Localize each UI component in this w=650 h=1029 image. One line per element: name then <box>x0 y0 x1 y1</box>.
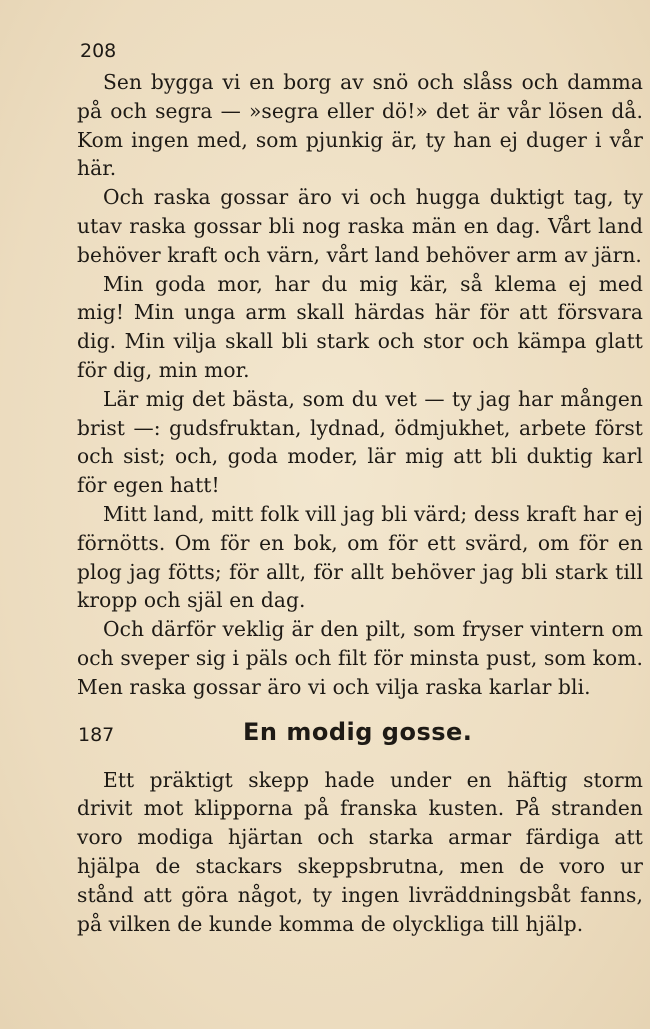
poem-paragraph: Mitt land, mitt folk vill jag bli värd; dess kraft har ej förnötts. Om för en bok, om för ett svärd, om för en plog jag fötts; för allt, för allt behöver jag bli stark till kropp och själ en dag. <box>77 501 643 613</box>
poem-paragraph: Lär mig det bästa, som du vet — ty jag har mången brist —: gudsfruktan, lydnad, ödmjukhet, arbete först och sist; och, goda moder, lär mig att bli duktig karl för egen hatt! <box>77 386 643 498</box>
poem-paragraph: Sen bygga vi en borg av snö och slåss och damma på och segra — »segra eller dö!» det är vår lösen då. Kom ingen med, som pjunkig är, ty han ej duger i vår här. <box>77 70 643 181</box>
poem-body <box>77 68 643 702</box>
page-number: 208 <box>80 40 117 62</box>
story-paragraph: Ett präktigt skepp hade under en häftig storm drivit mot klipporna på franska kusten. På stranden voro modiga hjärtan och starka armar färdiga att hjälpa de stackars skeppsbrutna, men de voro ur stånd att göra något, ty ingen livräddningsbåt fanns, på vilken de kunde komma de olyckliga till hjälp. <box>77 767 643 936</box>
section-number: 187 <box>78 723 115 746</box>
poem-paragraph: Min goda mor, har du mig kär, så klema ej med mig! Min unga arm skall härdas här för att försvara dig. Min vilja skall bli stark och stor och kämpa glatt för dig, min mor. <box>77 271 643 382</box>
book-page <box>77 36 643 938</box>
poem-paragraph: Och raska gossar äro vi och hugga duktigt tag, ty utav raska gossar bli nog raska män en dag. Vårt land behöver kraft och värn, vårt land behöver arm av järn. <box>77 185 643 267</box>
story-body <box>77 766 643 939</box>
section-header <box>77 708 643 766</box>
section-title: En modig gosse. <box>243 717 473 746</box>
poem-paragraph: Och därför veklig är den pilt, som fryser vintern om och sveper sig i päls och filt för minsta pust, som kom. Men raska gossar äro vi och vilja raska karlar bli. <box>77 617 643 699</box>
